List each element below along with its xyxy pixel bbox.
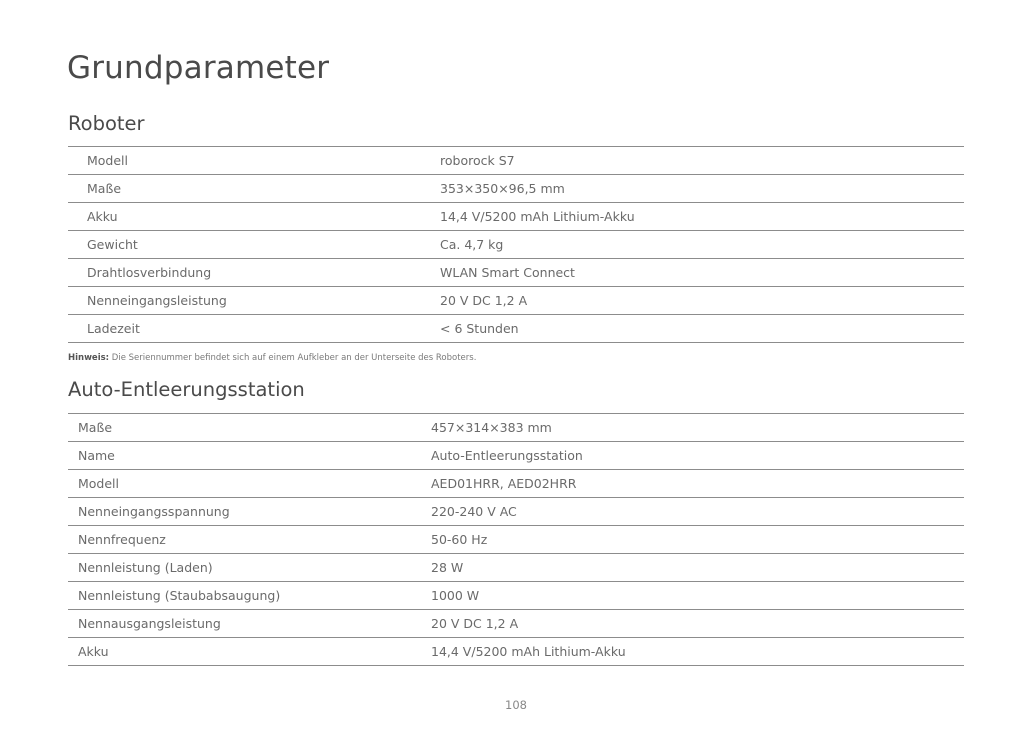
table-row	[68, 287, 964, 315]
spec-value: 1000 W	[431, 588, 480, 603]
spec-value: 457×314×383 mm	[431, 420, 552, 435]
table-row	[68, 610, 964, 638]
robot-note	[68, 353, 476, 363]
table-row	[68, 259, 964, 287]
table-row	[68, 442, 964, 470]
robot-section-title: Roboter	[68, 112, 145, 135]
table-row	[68, 638, 964, 666]
spec-key: Modell	[78, 476, 120, 491]
spec-value: 14,4 V/5200 mAh Lithium-Akku	[440, 209, 635, 224]
spec-key: Nennleistung (Staubabsaugung)	[78, 588, 281, 603]
spec-key: Nenneingangsspannung	[78, 504, 230, 519]
table-row	[68, 526, 964, 554]
note-label: Hinweis:	[68, 353, 110, 363]
note-text: Die Seriennummer befindet sich auf einem Aufkleber an der Unterseite des Roboters.	[111, 353, 477, 363]
page-title: Grundparameter	[67, 50, 330, 86]
spec-value: 50-60 Hz	[431, 532, 488, 547]
spec-key: Maße	[87, 181, 122, 196]
spec-key: Maße	[78, 420, 113, 435]
spec-value: Ca. 4,7 kg	[440, 237, 504, 252]
table-row	[68, 498, 964, 526]
table-row	[68, 315, 964, 343]
spec-value: < 6 Stunden	[440, 321, 519, 336]
spec-value: 353×350×96,5 mm	[440, 181, 565, 196]
page-number: 108	[505, 698, 527, 712]
spec-value: 14,4 V/5200 mAh Lithium-Akku	[431, 644, 626, 659]
spec-value: AED01HRR, AED02HRR	[431, 476, 577, 491]
spec-key: Nennausgangsleistung	[78, 616, 221, 631]
station-section-title: Auto-Entleerungsstation	[68, 378, 305, 401]
spec-key: Nennleistung (Laden)	[78, 560, 213, 575]
spec-value: roborock S7	[440, 153, 515, 168]
station-spec-table	[68, 413, 964, 666]
spec-value: 20 V DC 1,2 A	[440, 293, 528, 308]
spec-value: WLAN Smart Connect	[440, 265, 575, 280]
spec-key: Modell	[87, 153, 129, 168]
table-row	[68, 582, 964, 610]
spec-value: 20 V DC 1,2 A	[431, 616, 519, 631]
spec-key: Gewicht	[87, 237, 138, 252]
table-row	[68, 147, 964, 175]
spec-key: Name	[78, 448, 115, 463]
spec-key: Akku	[87, 209, 118, 224]
table-row	[68, 470, 964, 498]
spec-key: Nennfrequenz	[78, 532, 166, 547]
spec-value: 28 W	[431, 560, 464, 575]
spec-value: 220-240 V AC	[431, 504, 517, 519]
spec-value: Auto-Entleerungsstation	[431, 448, 583, 463]
spec-key: Nenneingangsleistung	[87, 293, 227, 308]
table-row	[68, 175, 964, 203]
table-row	[68, 554, 964, 582]
spec-key: Drahtlosverbindung	[87, 265, 212, 280]
robot-spec-table	[68, 146, 964, 343]
table-row	[68, 231, 964, 259]
table-row	[68, 203, 964, 231]
table-row	[68, 414, 964, 442]
spec-key: Ladezeit	[87, 321, 140, 336]
spec-key: Akku	[78, 644, 109, 659]
